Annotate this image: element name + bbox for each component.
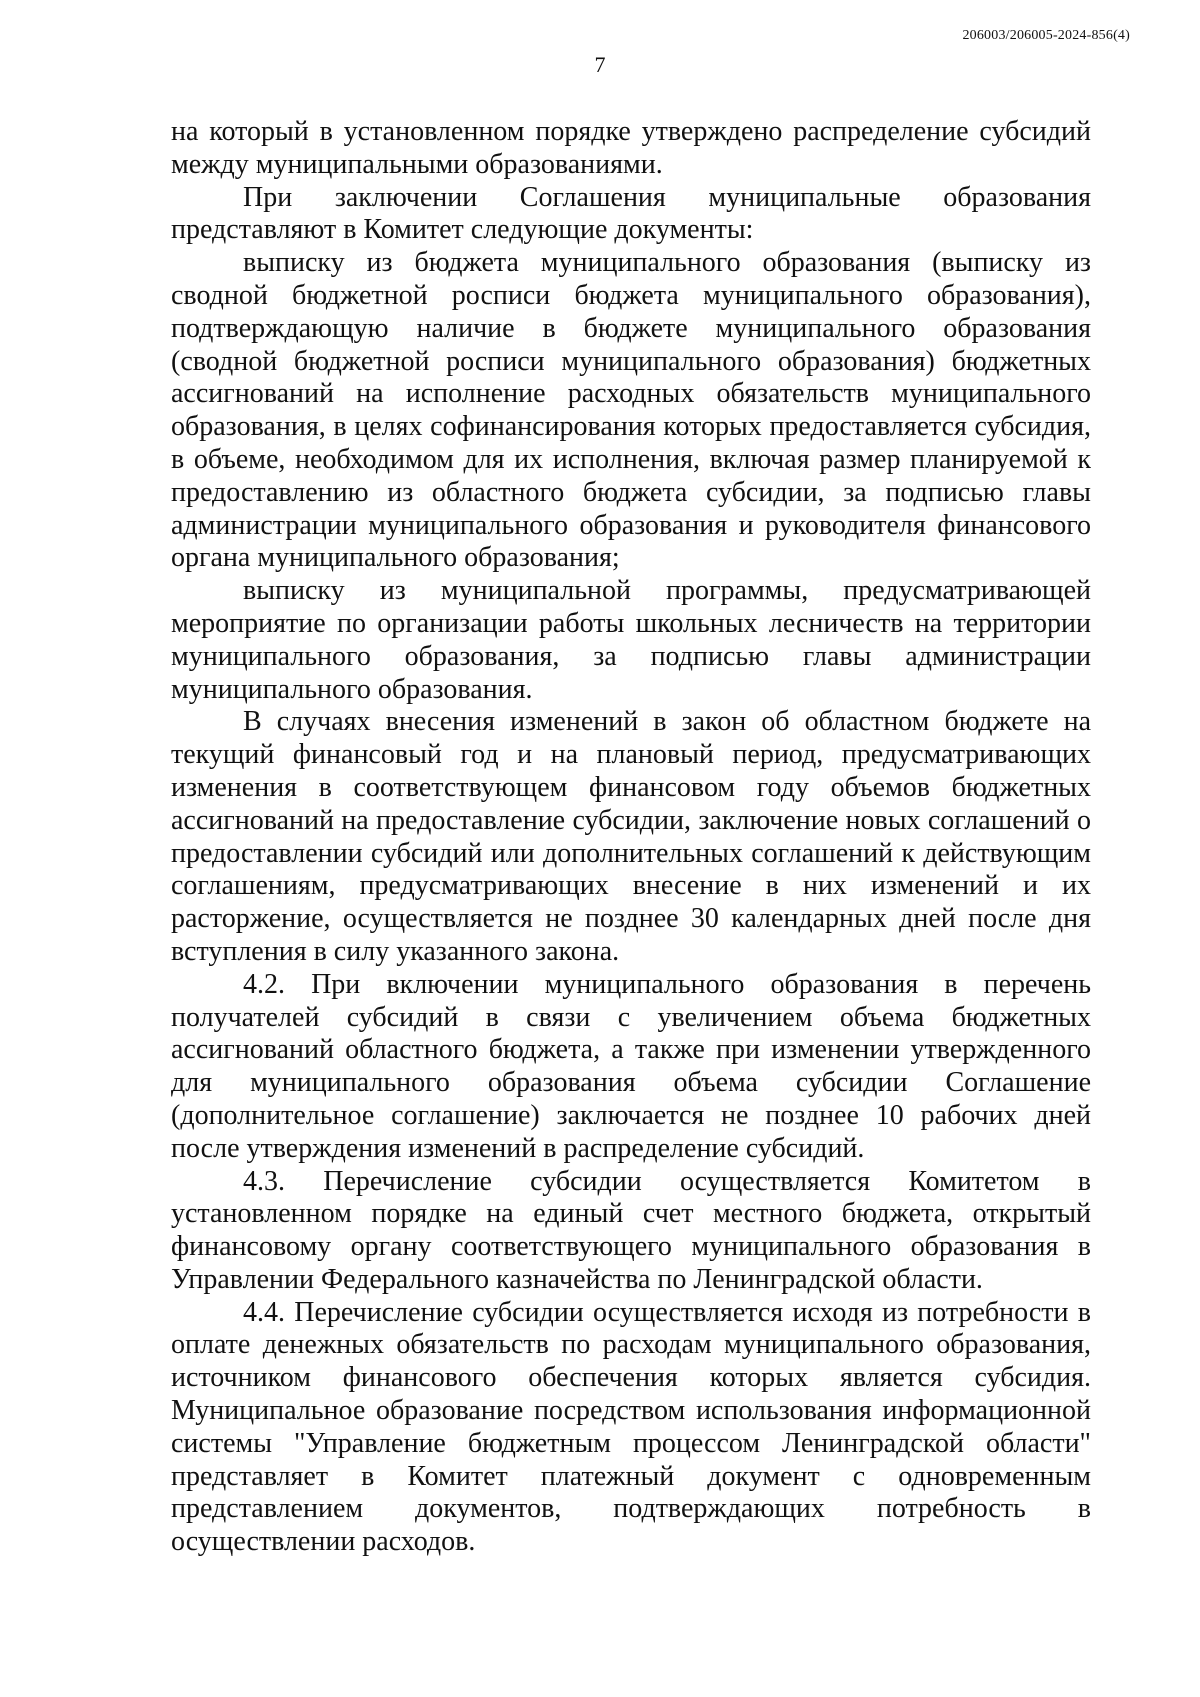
page-number: 7 — [594, 52, 606, 77]
paragraph-budget-extract: выписку из бюджета муниципального образования (выписку из сводной бюджетной росписи бюджета муниципального образования), подтверждающую наличие в бюджете муниципального образования (сводной бюджетной росписи муниципального образования) бюджетных ассигнований на исполнение расходных обязательств муниципального образования, в целях софинансирования которых предоставляется субсидия, в объеме, необходимом для их исполнения, включая размер планируемой к предоставлению из областного бюджета субсидии, за подписью главы администрации муниципального образования и руководителя финансового органа муниципального образования; — [171, 247, 1091, 574]
paragraph-4-3: 4.3. Перечисление субсидии осуществляется Комитетом в установленном порядке на единый счет местного бюджета, открытый финансовому органу соответствующего муниципального образования в Управлении Федерального казначейства по Ленинградской области. — [171, 1165, 1091, 1295]
paragraph-continuation: на который в установленном порядке утверждено распределение субсидий между муниципальными образованиями. — [171, 116, 1091, 180]
document-registration-number: 206003/206005-2024-856(4) — [962, 28, 1130, 43]
document-body — [171, 116, 1091, 1559]
paragraph-agreement-documents: При заключении Соглашения муниципальные образования представляют в Комитет следующие документы: — [171, 181, 1091, 246]
paragraph-budget-law-changes: В случаях внесения изменений в закон об областном бюджете на текущий финансовый год и на плановый период, предусматривающих изменения в соответствующем финансовом году объемов бюджетных ассигнований на предоставление субсидии, заключение новых соглашений о предоставлении субсидий или дополнительных соглашений к действующим соглашениям, предусматривающих внесение в них изменений и их расторжение, осуществляется не позднее 30 календарных дней после дня вступления в силу указанного закона. — [171, 706, 1091, 967]
paragraph-4-2: 4.2. При включении муниципального образования в перечень получателей субсидий в связи с увеличением объема бюджетных ассигнований областного бюджета, а также при изменении утвержденного для муниципального образования объема субсидии Соглашение (дополнительное соглашение) заключается не позднее 10 рабочих дней после утверждения изменений в распределение субсидий. — [171, 968, 1091, 1164]
paragraph-program-extract: выписку из муниципальной программы, предусматривающей мероприятие по организации работы школьных лесничеств на территории муниципального образования, за подписью главы администрации муниципального образования. — [171, 575, 1091, 705]
paragraph-4-4: 4.4. Перечисление субсидии осуществляется исходя из потребности в оплате денежных обязательств по расходам муниципального образования, источником финансового обеспечения которых является субсидия. Муниципальное образование посредством использования информационной системы "Управление бюджетным процессом Ленинградской области" представляет в Комитет платежный документ с одновременным представлением документов, подтверждающих потребность в осуществлении расходов. — [171, 1296, 1091, 1558]
